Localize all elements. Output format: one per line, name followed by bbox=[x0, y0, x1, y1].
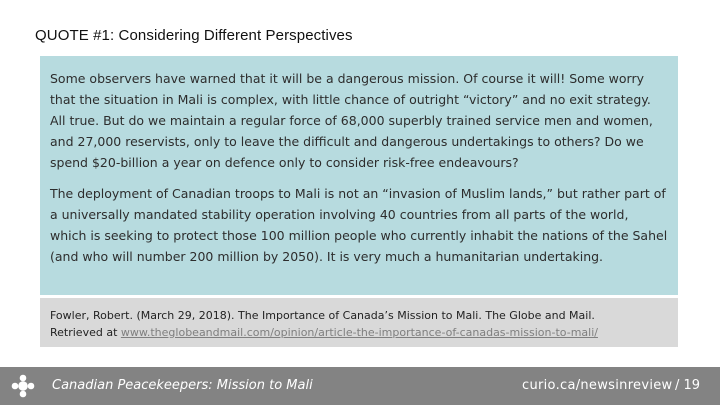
citation-retrieved-label: Retrieved at bbox=[50, 326, 121, 339]
citation-link[interactable]: www.theglobeandmail.com/opinion/article-the-importance-of-canadas-mission-to-mali/ bbox=[120, 326, 598, 339]
footer-bar bbox=[0, 367, 720, 405]
quote-paragraph-2: The deployment of Canadian troops to Mali is not an “invasion of Muslim lands,” but rather part of a universally mandated stability operation involving 40 countries from all parts of the world, which is seeking to protect those 100 million people who currently inhabit the nations of the Sahel (and who will number 200 million by 2050). It is very much a humanitarian undertaking. bbox=[50, 186, 668, 264]
citation-box bbox=[40, 298, 678, 347]
citation-text: Fowler, Robert. (March 29, 2018). The Importance of Canada’s Mission to Mali. The Globe and Mail. bbox=[50, 309, 595, 322]
quote-paragraph-1: Some observers have warned that it will be a dangerous mission. Of course it will! Some worry that the situation in Mali is complex, with little chance of outright “victory” and no exit strategy. All true. But do we maintain a regular force of 68,000 superbly trained service men and women, and 27,000 reservists, only to leave the difficult and dangerous undertakings to others? Do we spend $20-billion a year on defence only to consider risk-free endeavours? bbox=[50, 71, 653, 170]
footer-title: Canadian Peacekeepers: Mission to Mali bbox=[52, 378, 313, 393]
footer-url: curio.ca/newsinreview bbox=[522, 378, 673, 393]
cbc-gem-icon bbox=[10, 373, 36, 399]
slide-title: QUOTE #1: Considering Different Perspectives bbox=[35, 27, 353, 44]
page-number: / 19 bbox=[675, 378, 701, 393]
citation-retrieved bbox=[50, 324, 668, 341]
quote-box bbox=[40, 56, 678, 295]
